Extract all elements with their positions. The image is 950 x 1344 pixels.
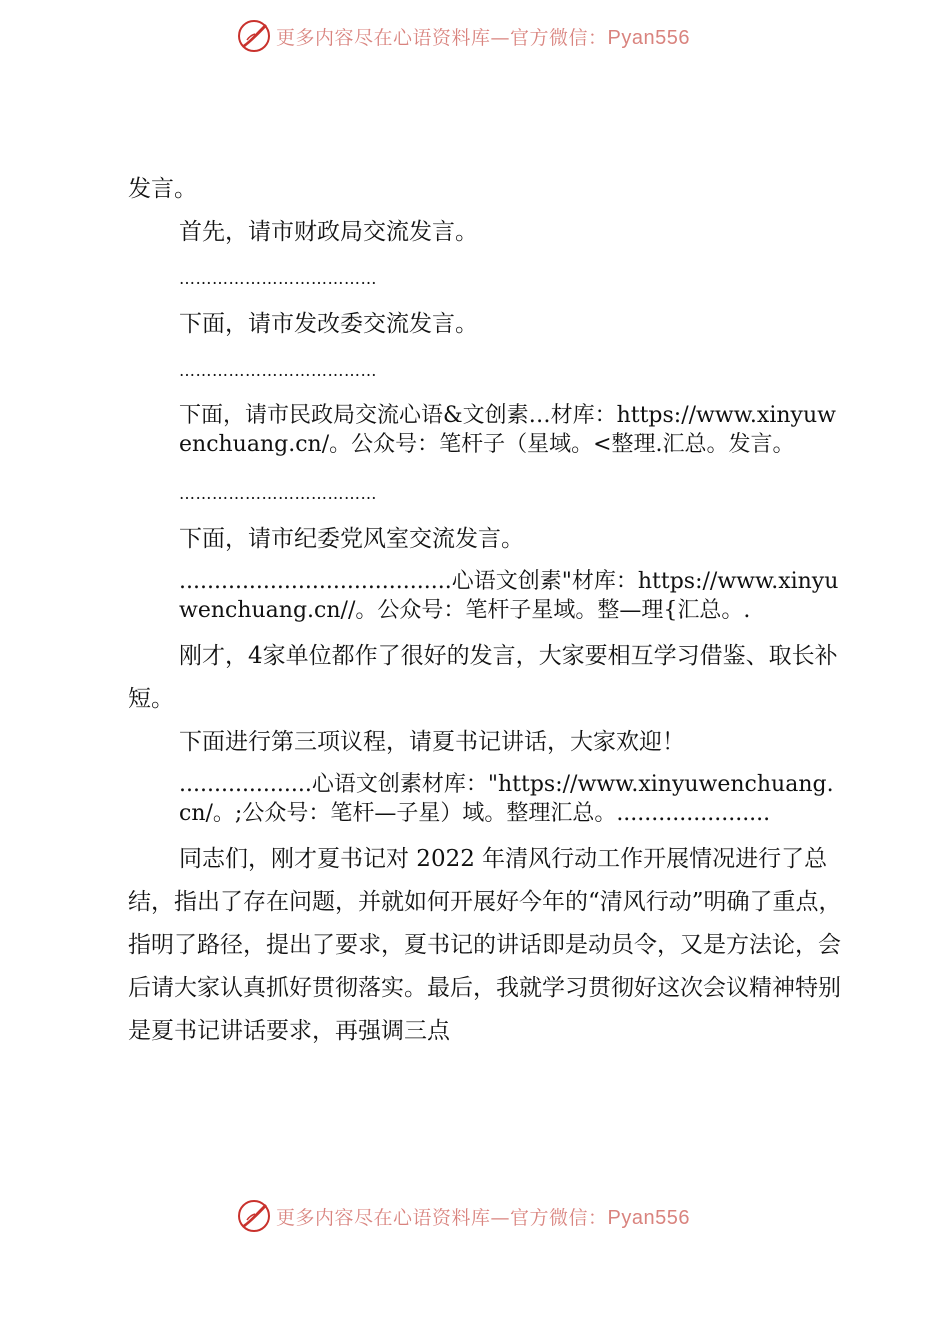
watermark-text: 更多内容尽在心语资料库—官方微信：Pyan556 (276, 1206, 690, 1229)
paragraph: 首先，请市财政局交流发言。 (179, 219, 478, 245)
paragraph: 下面，请市纪委党风室交流发言。 (179, 526, 524, 552)
dotted-separator: ……………………………… (179, 361, 377, 380)
document-body (128, 168, 844, 1053)
header-watermark (236, 16, 690, 56)
paragraph: 同志们，刚才夏书记对 2022 年清风行动工作开展情况进行了总结，指出了存在问题，并就如何开展好今年的“清风行动”明确了重点，指明了路径，提出了要求，夏书记的讲话即是动员令，又是方法论，会后请大家认真抓好贯彻落实。最后，我就学习贯彻好这次会议精神特别是夏书记讲话要求，再强调三点 (128, 846, 842, 1044)
paragraph: 下面，请市发改委交流发言。 (179, 311, 478, 337)
paragraph: 刚才，4家单位都作了很好的发言，大家要相互学习借鉴、取长补短。 (128, 643, 838, 712)
footer-watermark (236, 1196, 690, 1236)
watermark-text: 更多内容尽在心语资料库—官方微信：Pyan556 (276, 26, 690, 49)
paragraph: 下面，请市民政局交流心语&文创素…材库：https://www.xinyuwenchuang.cn/。公众号：笔杆子（星域。<整理.汇总。发言。 (179, 403, 836, 457)
pen-logo-icon (236, 18, 272, 54)
dotted-separator: ……………………………… (179, 269, 377, 288)
paragraph: ...................心语文创素材库："https://www.xinyuwenchuang.cn/。;公众号：笔杆—子星）域。整理汇总。...................... (179, 772, 834, 826)
paragraph: 下面进行第三项议程，请夏书记讲话，大家欢迎！ (179, 729, 685, 755)
paragraph: 发言。 (128, 176, 197, 202)
pen-logo-icon (236, 1198, 272, 1234)
dotted-separator: ……………………………… (179, 484, 377, 503)
paragraph: .......................................心语文创素"材库：https://www.xinyuwenchuang.cn//。公众号：笔杆子星域。整—理{汇总。. (179, 569, 839, 623)
